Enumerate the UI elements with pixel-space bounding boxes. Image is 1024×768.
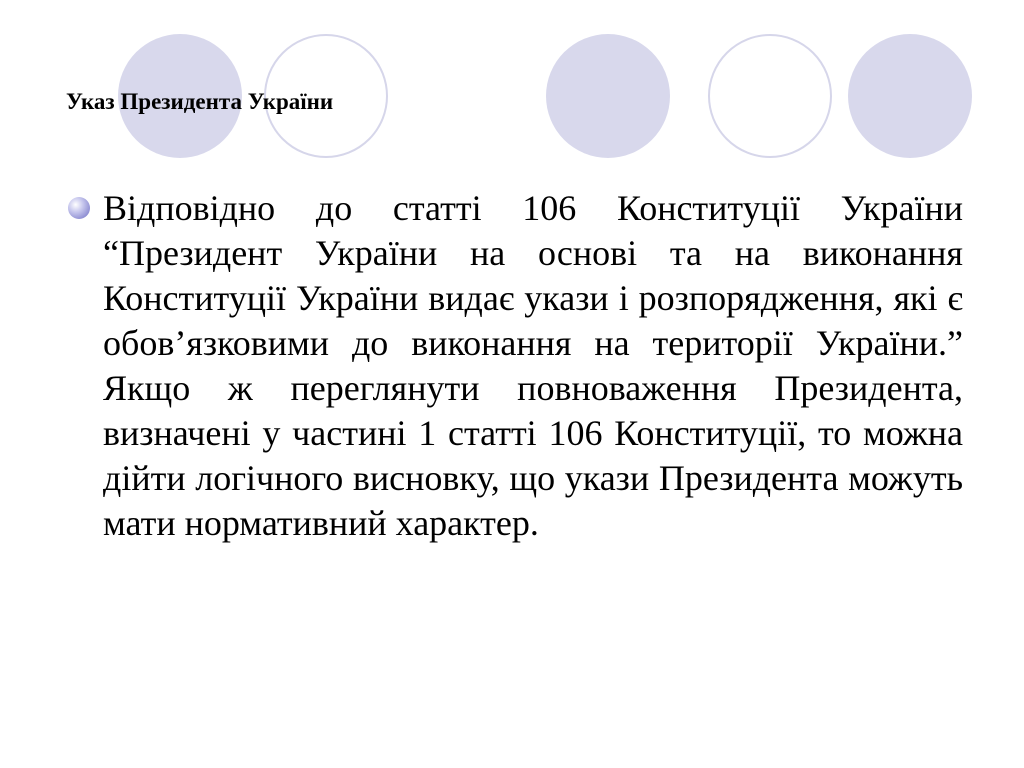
decorative-circle-3 <box>546 34 670 158</box>
decorative-circle-4 <box>708 34 832 158</box>
body-paragraph: Відповідно до статті 106 Конституції України “Президент України на основі та на виконання Конституції України видає укази і розпорядження, які є обов’язковими до виконання на території України.” Якщо ж переглянути повноваження Президента, визначені у частині 1 статті 106 Конституції, то можна дійти логічного висновку, що укази Президента можуть мати нормативний характер. <box>103 188 963 543</box>
bullet-icon <box>68 197 90 219</box>
decorative-circle-5 <box>848 34 972 158</box>
slide-title: Указ Президента України <box>66 89 334 114</box>
